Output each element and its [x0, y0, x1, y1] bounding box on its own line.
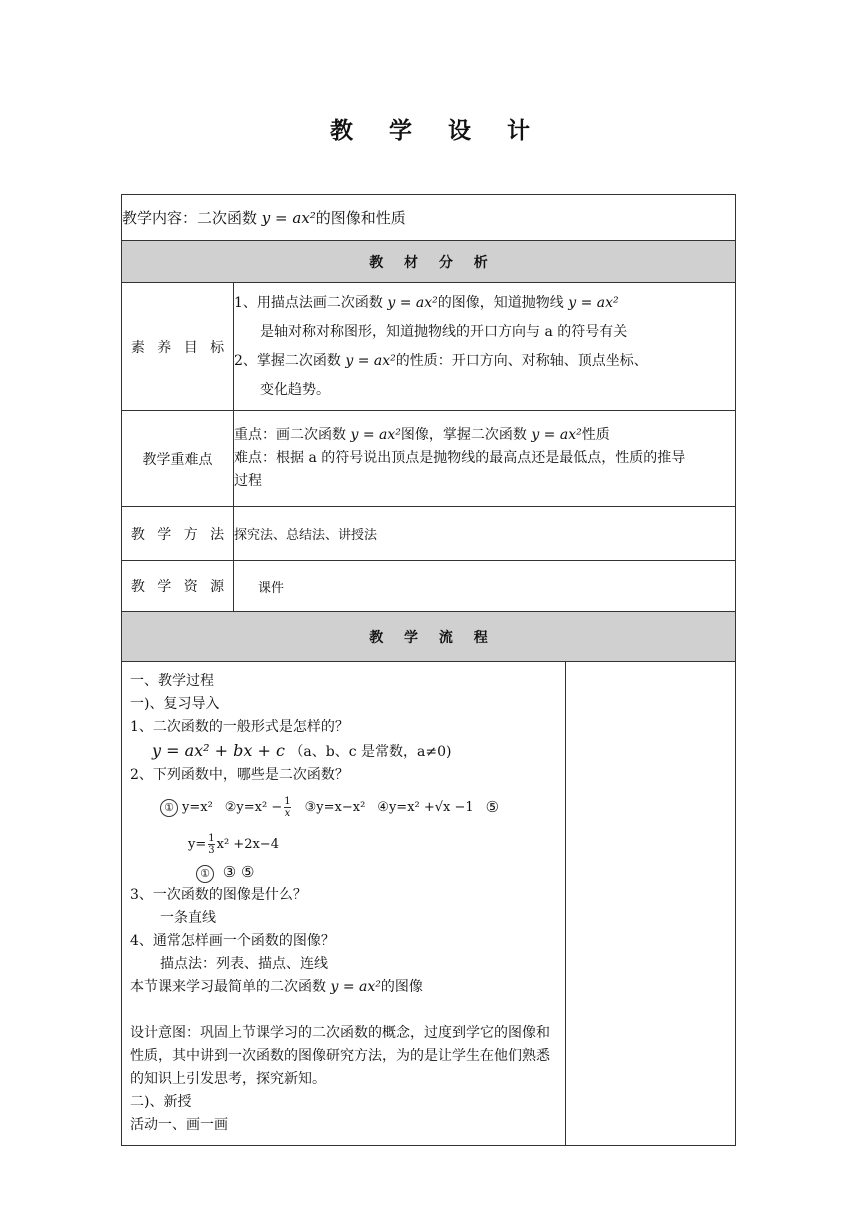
- method-value: 探究法、总结法、讲授法: [234, 507, 736, 561]
- section-flow: 教 学 流 程: [122, 612, 736, 662]
- flow-line: 本节课来学习最简单的二次函数 y = ax²的图像: [130, 979, 423, 995]
- resource-row: [122, 561, 736, 612]
- analysis-header-row: [122, 241, 736, 283]
- goals-label: 素 养 目 标: [122, 283, 234, 411]
- design-intent: 设计意图：巩固上节课学习的二次函数的概念，过度到学它的图像和性质，其中讲到一次函数的图像研究方法，为的是让学生在他们熟悉的知识上引发思考，探究新知。: [130, 1025, 550, 1087]
- flow-line: 2、下列函数中，哪些是二次函数？: [130, 767, 349, 783]
- content-row: [122, 195, 736, 241]
- flow-header-row: [122, 612, 736, 662]
- flow-line: 1、二次函数的一般形式是怎样的？: [130, 719, 349, 735]
- flow-line: 一、教学过程: [130, 673, 214, 689]
- keypoints-line-1: 重点：画二次函数 y = ax²图像，掌握二次函数 y = ax²性质: [234, 427, 610, 443]
- keypoints-row: [122, 411, 736, 507]
- keypoints-label: 教学重难点: [122, 411, 234, 507]
- flow-line: 描点法：列表、描点、连线: [160, 956, 328, 972]
- flow-content: [122, 662, 566, 1146]
- resource-label: 教 学 资 源: [122, 561, 234, 612]
- goals-line-1: 1、用描点法画二次函数 y = ax²的图像，知道抛物线 y = ax²: [234, 294, 619, 311]
- keypoints-line-2: 难点：根据 a 的符号说出顶点是抛物线的最高点还是最低点，性质的推导: [234, 450, 686, 466]
- goals-line-4: 变化趋势。: [260, 381, 330, 398]
- flow-line: 4、通常怎样画一个函数的图像？: [130, 933, 335, 949]
- content-formula: y = ax²: [261, 209, 316, 227]
- lesson-plan-table: [121, 194, 736, 1146]
- function-options: ① y=x² ②y=x² − $\frac{1}{x}$ ③y=x−x² ④y=x² +√x −1 ⑤: [130, 787, 557, 827]
- flow-row: [122, 662, 736, 1146]
- page-title: 教 学 设 计: [329, 118, 545, 144]
- flow-line: 一条直线: [160, 910, 216, 926]
- goals-line-3: 2、掌握二次函数 y = ax²的性质：开口方向、对称轴、顶点坐标、: [234, 352, 648, 369]
- flow-line: 二)、新授: [130, 1094, 192, 1110]
- flow-line: 一)、复习导入: [130, 696, 220, 712]
- section-analysis: 教 材 分 析: [122, 241, 736, 283]
- notes-column: [566, 662, 736, 1146]
- flow-line: y = ax² + bx + c （a、b、c 是常数，a≠0): [152, 741, 452, 760]
- content-suffix: 的图像和性质: [315, 209, 406, 227]
- goals-row: [122, 283, 736, 411]
- goals-line-2: 是轴对称对称图形，知道抛物线的开口方向与 a 的符号有关: [260, 323, 628, 340]
- flow-line: 3、一次函数的图像是什么？: [130, 887, 307, 903]
- function-option-5: y= $\frac{1}{3}$ x² +2x−4: [188, 832, 279, 856]
- keypoints-line-3: 过程: [234, 473, 262, 489]
- content-label: 教学内容：二次函数: [122, 209, 258, 227]
- method-row: [122, 507, 736, 561]
- answer-line: ① ③ ⑤: [130, 861, 557, 884]
- flow-line: 活动一、画一画: [130, 1117, 228, 1133]
- method-label: 教 学 方 法: [122, 507, 234, 561]
- resource-value: 课件: [234, 561, 736, 612]
